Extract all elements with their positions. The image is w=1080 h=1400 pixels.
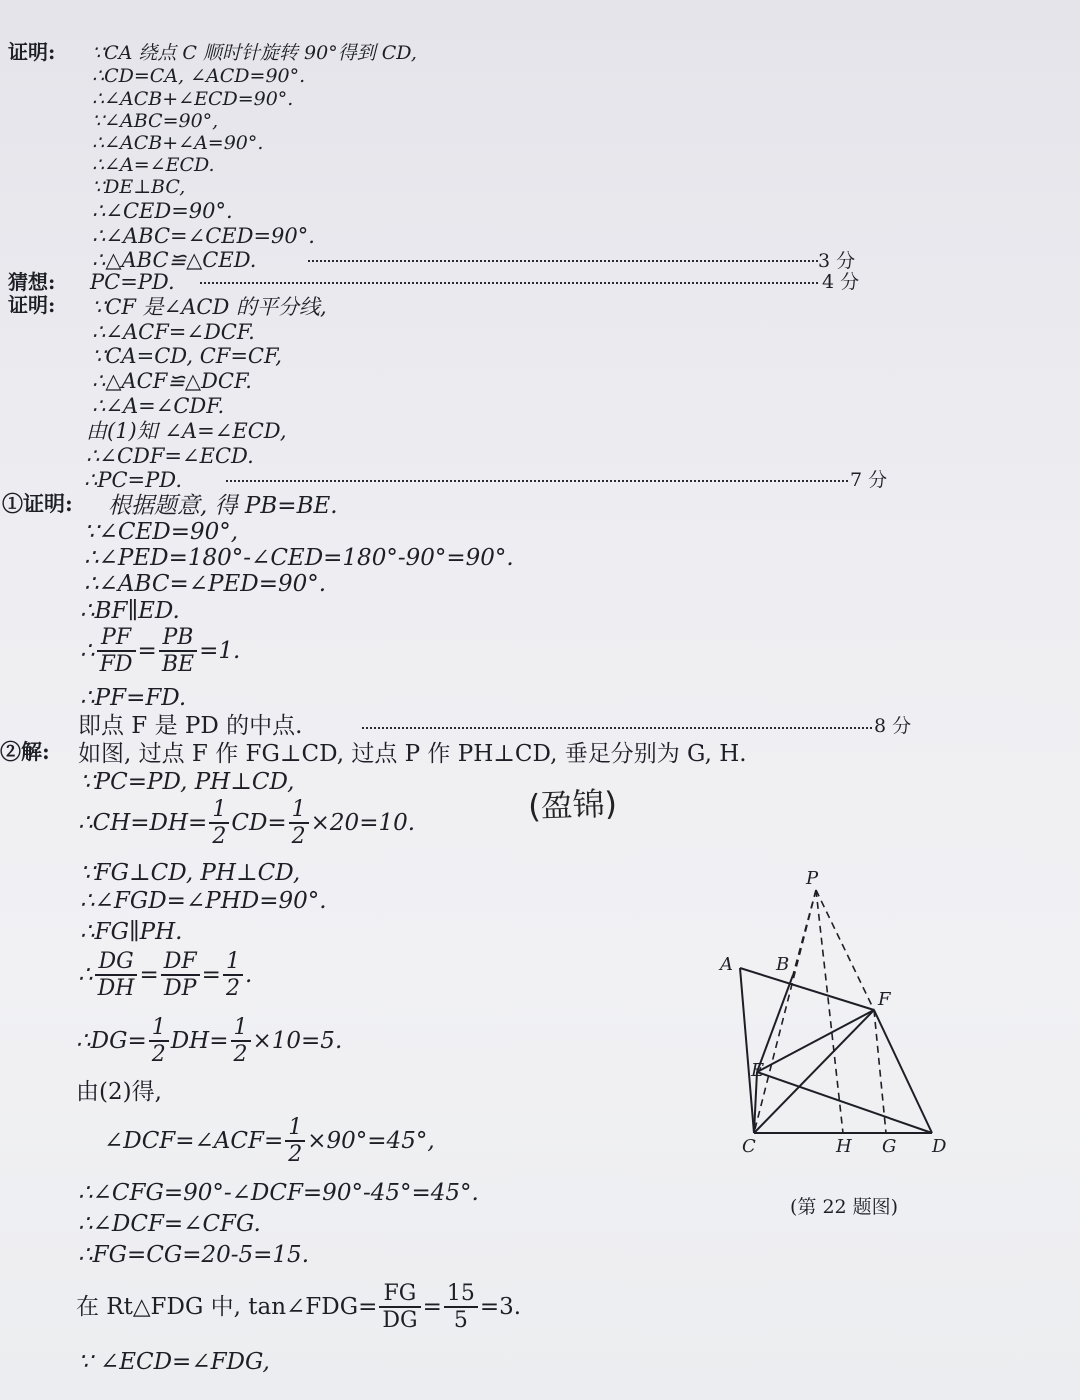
part1-line-10: ∴△ABC≌△CED. (92, 248, 257, 272)
part1-line-1: ∵CA 绕点 C 顺时针旋转 90°得到 CD, (92, 42, 417, 64)
part3b-tan-line (76, 1282, 521, 1334)
dg-mid: DH= (170, 1028, 229, 1054)
part2-line-4: ∴△ACF≌△DCF. (92, 369, 252, 393)
part2-line-6: 由(1)知 ∠A=∠ECD, (86, 419, 287, 443)
part2-label: 证明: (8, 293, 56, 317)
fraction-pf-fd (97, 626, 136, 678)
geometry-figure (710, 860, 970, 1160)
equals-sign: = (422, 1294, 442, 1320)
part3b-first-line: 如图, 过点 F 作 FG⊥CD, 过点 P 作 PH⊥CD, 垂足分别为 G, H. (78, 741, 747, 767)
part3a-first-line: 根据题意, 得 PB=BE. (108, 493, 338, 519)
part3b-line-2: ∵FG⊥CD, PH⊥CD, (80, 860, 301, 886)
segment-be (757, 975, 793, 1072)
part3a-line-4: ∴BF∥ED. (80, 598, 180, 624)
segment-af (740, 968, 874, 1010)
fraction-one-half (285, 1116, 305, 1168)
part3b-line-5: 由(2)得, (76, 1079, 162, 1105)
fraction-numerator: PF (97, 626, 136, 652)
figure-caption: (第 22 题图) (790, 1196, 899, 1218)
segment-ac (740, 968, 754, 1133)
fraction-one-half (223, 950, 243, 1002)
dcf-prefix: ∠DCF=∠ACF= (104, 1128, 284, 1154)
label-e: E (751, 1060, 765, 1081)
ratio-prefix: ∴ (80, 638, 95, 664)
part1-score: 3 分 (818, 250, 856, 272)
fraction-denominator: 2 (288, 1142, 303, 1167)
part2-line-3: ∵CA=CD, CF=CF, (92, 344, 282, 368)
dashed-pc (754, 890, 816, 1133)
dcf-tail: ×90°=45°, (307, 1128, 435, 1154)
part3b-line-3: ∴∠FGD=∠PHD=90°. (80, 888, 327, 914)
equals-sign: = (137, 638, 157, 664)
guess-leader-dots (200, 282, 818, 284)
fraction-denominator: 5 (453, 1308, 468, 1333)
fraction-denominator: 2 (212, 824, 227, 849)
guess-score: 4 分 (822, 271, 860, 293)
part1-line-5: ∴∠ACB+∠A=90°. (92, 132, 264, 154)
label-f: F (878, 989, 891, 1010)
part3b-line-7: ∴∠DCF=∠CFG. (78, 1211, 261, 1237)
ch-mid: CD= (231, 810, 287, 836)
part3a-line-1: ∵∠CED=90°, (84, 519, 239, 545)
part2-line-1: ∵CF 是∠ACD 的平分线, (92, 295, 327, 319)
guess-label: 猜想: (8, 270, 56, 294)
fraction-denominator: 2 (291, 824, 306, 849)
part2-line-8: ∴PC=PD. (84, 468, 183, 492)
part3a-score: 8 分 (874, 715, 912, 737)
part3b-label: ②解: (0, 739, 50, 764)
fraction-numerator: 1 (223, 950, 243, 976)
part2-line-2: ∴∠ACF=∠DCF. (92, 320, 255, 344)
part3b-dcf-line (104, 1116, 435, 1168)
part3a-label: ①证明: (2, 491, 73, 516)
fraction-numerator: 1 (231, 1016, 251, 1042)
handwritten-note: (盈锦) (527, 784, 618, 826)
fraction-dg-dh (95, 950, 138, 1002)
label-a: A (720, 954, 733, 975)
part2-score: 7 分 (850, 469, 888, 491)
fraction-denominator: 2 (225, 976, 240, 1001)
part3b-ch-line (78, 798, 415, 850)
fraction-denominator: DP (163, 976, 197, 1001)
guess-text: PC=PD. (90, 270, 175, 294)
fraction-denominator: FD (99, 652, 133, 677)
label-d: D (932, 1136, 947, 1157)
fraction-one-half (231, 1016, 251, 1068)
fraction-fg-dg (379, 1282, 420, 1334)
part1-label: 证明: (8, 40, 56, 64)
part2-line-5: ∴∠A=∠CDF. (92, 394, 225, 418)
part3a-after: ∴PF=FD. (80, 685, 187, 711)
part1-line-6: ∴∠A=∠ECD. (92, 154, 215, 176)
equals-sign: = (201, 962, 221, 988)
label-c: C (742, 1136, 756, 1157)
part3b-line-4: ∴FG∥PH. (80, 919, 183, 945)
fraction-numerator: 1 (285, 1116, 305, 1142)
fraction-denominator: 2 (233, 1042, 248, 1067)
segment-ef (757, 1010, 874, 1072)
dashed-pf (816, 890, 874, 1010)
part3b-line-9: ∵ ∠ECD=∠FDG, (78, 1349, 270, 1375)
ratio-tail: =1. (199, 638, 241, 664)
part3b-line-1: ∵PC=PD, PH⊥CD, (80, 769, 295, 795)
dg-tail: ×10=5. (252, 1028, 343, 1054)
ch-prefix: ∴CH=DH= (78, 810, 208, 836)
label-g: G (882, 1136, 897, 1157)
part2-line-7: ∴∠CDF=∠ECD. (86, 444, 254, 468)
equals-sign: = (139, 962, 159, 988)
fraction-numerator: 1 (289, 798, 309, 824)
part1-line-8: ∴∠CED=90°. (92, 199, 233, 223)
tan-tail: =3. (479, 1294, 522, 1320)
fraction-pb-be (159, 626, 197, 678)
segment-fd (874, 1010, 932, 1133)
fraction-numerator: PB (159, 626, 197, 652)
part1-line-2: ∴CD=CA, ∠ACD=90°. (92, 65, 306, 87)
part1-line-4: ∵∠ABC=90°, (92, 110, 219, 132)
fraction-one-half (149, 1016, 169, 1068)
part1-line-7: ∵DE⊥BC, (92, 176, 186, 198)
ch-tail: ×20=10. (310, 810, 416, 836)
fraction-denominator: DH (97, 976, 135, 1001)
dg-prefix: ∴DG= (76, 1028, 147, 1054)
segment-cf (754, 1010, 874, 1133)
part2-leader-dots (226, 480, 848, 482)
ratio-prefix: ∴ (78, 962, 93, 988)
part3b-line-6: ∴∠CFG=90°-∠DCF=90°-45°=45°. (78, 1180, 479, 1206)
fraction-df-dp (161, 950, 200, 1002)
label-p: P (806, 868, 819, 889)
fraction-numerator: 1 (209, 798, 229, 824)
tan-prefix: 在 Rt△FDG 中, tan∠FDG= (76, 1294, 378, 1320)
part3a-line-2: ∴∠PED=180°-∠CED=180°-90°=90°. (84, 545, 514, 571)
part3b-line-8: ∴FG=CG=20-5=15. (78, 1242, 309, 1268)
fraction-numerator: 15 (444, 1282, 478, 1308)
fraction-numerator: FG (379, 1282, 420, 1308)
part3a-conclusion: 即点 F 是 PD 的中点. (78, 713, 303, 739)
fraction-numerator: 1 (149, 1016, 169, 1042)
fraction-numerator: DF (161, 950, 200, 976)
part1-leader-dots (308, 260, 818, 262)
part3a-line-3: ∴∠ABC=∠PED=90°. (84, 571, 327, 597)
fraction-one-half (209, 798, 229, 850)
part3b-ratio (78, 950, 252, 1002)
label-h: H (836, 1136, 852, 1157)
fraction-denominator: 2 (151, 1042, 166, 1067)
part1-line-9: ∴∠ABC=∠CED=90°. (92, 224, 315, 248)
fraction-numerator: DG (95, 950, 138, 976)
part3a-ratio (80, 626, 240, 678)
part3a-leader-dots (362, 727, 872, 729)
label-b: B (776, 954, 790, 975)
fraction-denominator: BE (161, 652, 195, 677)
part3b-dg-line (76, 1016, 342, 1068)
fraction-15-5 (444, 1282, 478, 1334)
fraction-denominator: DG (382, 1308, 418, 1333)
fraction-one-half (289, 798, 309, 850)
part1-line-3: ∴∠ACB+∠ECD=90°. (92, 88, 294, 110)
ratio-tail: . (244, 962, 253, 988)
